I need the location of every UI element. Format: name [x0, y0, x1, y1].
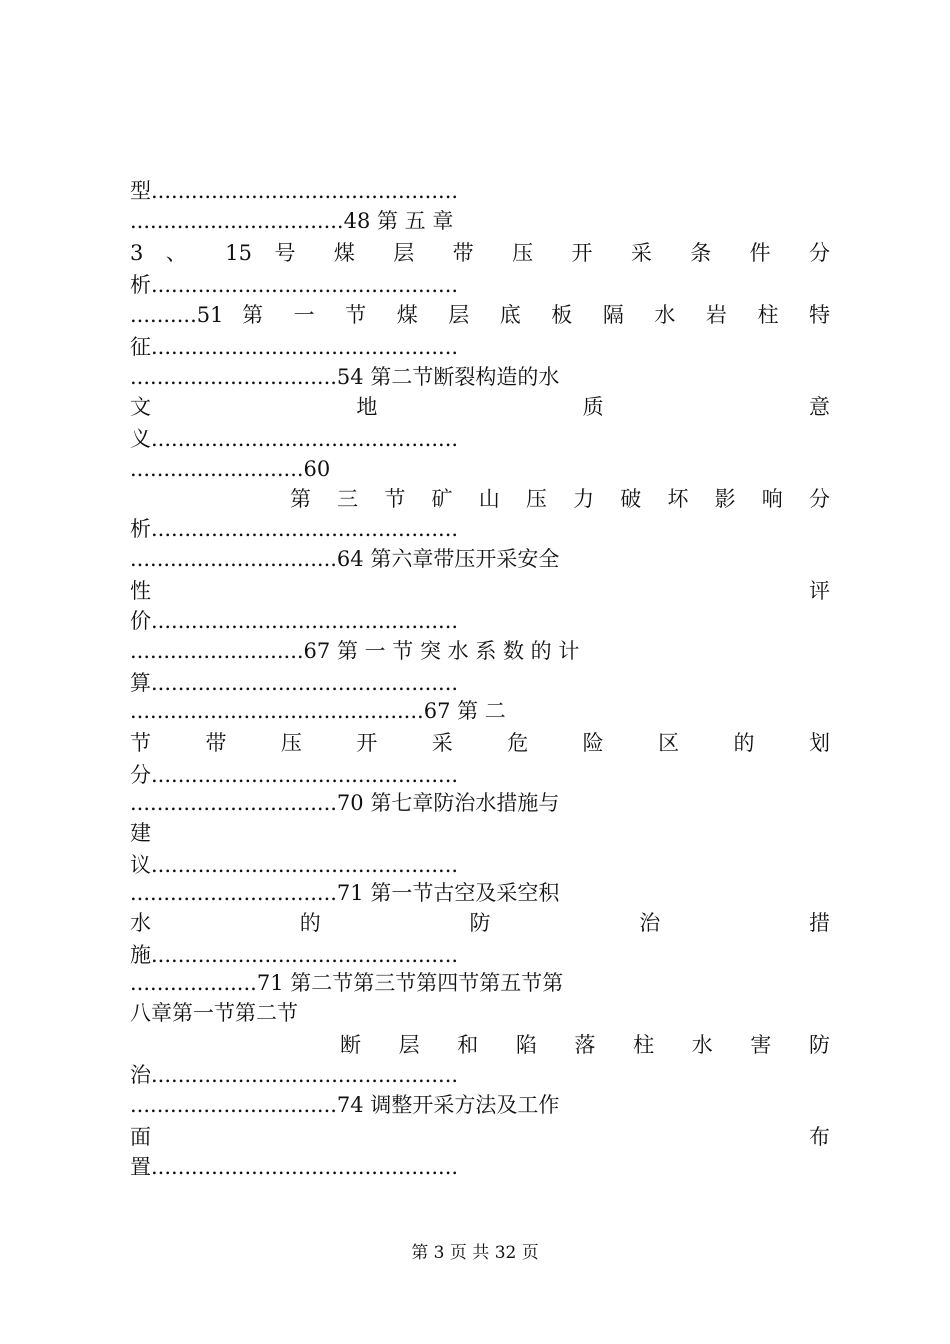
toc-line: 析.............................................. [130, 273, 459, 297]
toc-line: ...............................64 第六章带压开采安全 [130, 547, 560, 571]
toc-line: ...............................54 第二节断裂构造的水 [130, 365, 560, 389]
toc-line: 文 地 质 意 [130, 395, 830, 419]
toc-line: ..........................67 第 一 节 突 水 系 数 的 计 [130, 639, 580, 663]
toc-line: 水 的 防 治 措 [130, 911, 830, 935]
toc-line: 断 层 和 陷 落 柱 水 害 防 [340, 1033, 830, 1057]
toc-line: ............................................67 第 二 [130, 699, 506, 723]
toc-line: 性 评 [130, 579, 830, 603]
toc-line: 第 三 节 矿 山 压 力 破 坏 影 响 分 [290, 487, 830, 511]
toc-line: ...............................74 调整开采方法及工作 [130, 1093, 560, 1117]
toc-line: ...............................70 第七章防治水措施与 [130, 791, 560, 815]
toc-line: 义.............................................. [130, 427, 459, 451]
toc-line: 价.............................................. [130, 609, 459, 633]
toc-line: 治.............................................. [130, 1063, 459, 1087]
toc-line: 八章第一节第二节 [130, 1001, 298, 1025]
toc-line: ...............................71 第一节古空及采空积 [130, 881, 560, 905]
toc-line: 算.............................................. [130, 671, 459, 695]
toc-line: 施.............................................. [130, 943, 459, 967]
toc-line: 议.............................................. [130, 853, 459, 877]
toc-line: 析.............................................. [130, 517, 459, 541]
page-footer: 第 3 页 共 32 页 [411, 1243, 539, 1263]
toc-line: 建 [130, 821, 151, 845]
toc-line: 3 、 15 号 煤 层 带 压 开 采 条 件 分 [130, 241, 830, 265]
toc-line: 分.............................................. [130, 763, 459, 787]
toc-line: ..........51 第 一 节 煤 层 底 板 隔 水 岩 柱 特 [130, 303, 830, 327]
toc-line: 置.............................................. [130, 1155, 459, 1179]
toc-line: 节 带 压 开 采 危 险 区 的 划 [130, 731, 830, 755]
toc-line: 面 布 [130, 1125, 830, 1149]
toc-line: ...................71 第二节第三节第四节第五节第 [130, 971, 564, 995]
toc-line: 型.............................................. [130, 179, 459, 203]
toc-line: 征.............................................. [130, 335, 459, 359]
toc-line: ..........................60 [130, 457, 331, 481]
toc-line: ................................48 第 五 章 [130, 209, 454, 233]
